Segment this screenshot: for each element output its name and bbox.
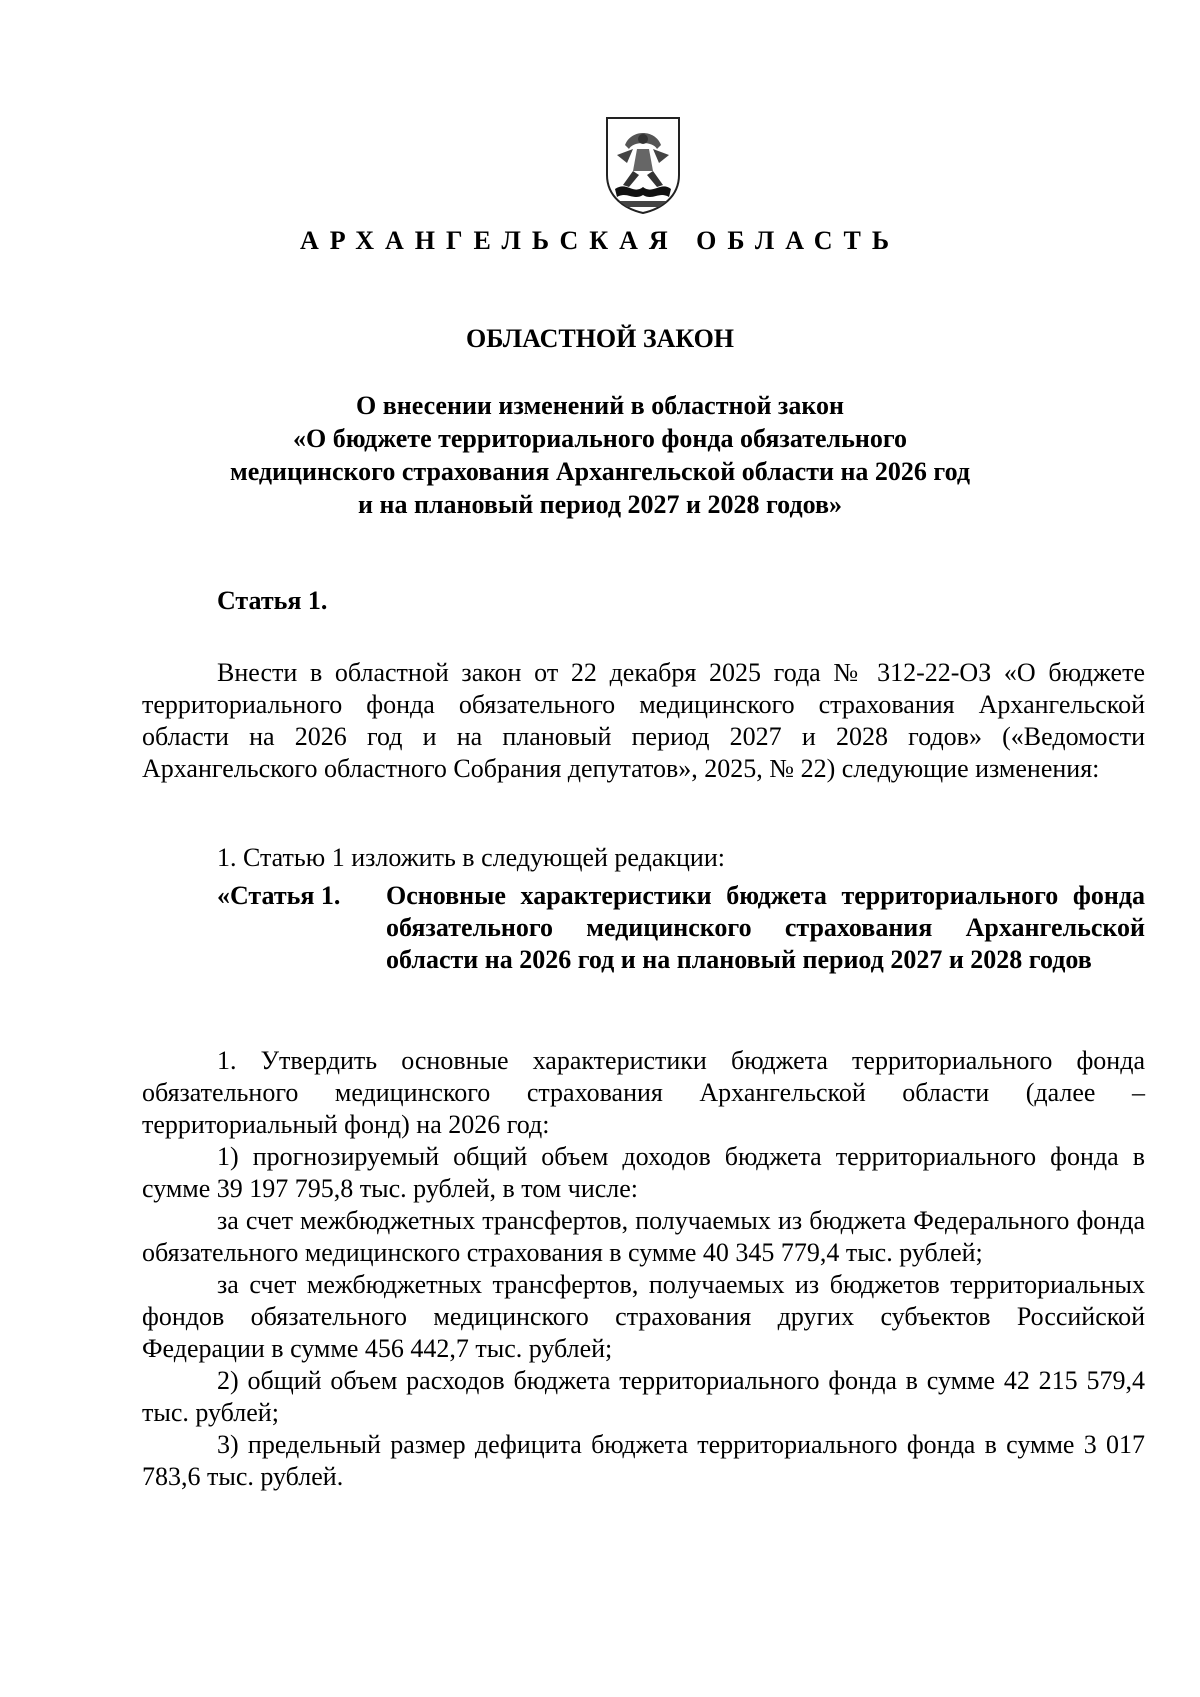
paragraph-deficit: 3) предельный размер дефицита бюджета территориального фонда в сумме 3 017 783,6 тыс. рублей. xyxy=(142,1430,1145,1491)
law-title-line: «О бюджете территориального фонда обязательного xyxy=(292,424,907,453)
intro-block xyxy=(142,657,1145,785)
law-title-line: О внесении изменений в областной закон xyxy=(355,391,845,420)
coat-of-arms-emblem xyxy=(603,115,683,215)
characteristics-block xyxy=(142,1045,1145,1493)
article-heading: Статья 1. xyxy=(217,586,328,615)
inner-article-label: «Статья 1. xyxy=(217,881,341,910)
paragraph-territorial-transfers: за счет межбюджетных трансфертов, получаемых из бюджетов территориальных фондов обязательного медицинского страхования других субъектов Российской Федерации в сумме 456 442,7 тыс. рублей; xyxy=(142,1270,1145,1363)
paragraph-expenses: 2) общий объем расходов бюджета территориального фонда в сумме 42 215 579,4 тыс. рублей; xyxy=(142,1366,1145,1427)
paragraph-characteristics: 1. Утвердить основные характеристики бюджета территориального фонда обязательного медицинского страхования Архангельской области (далее – территориальный фонд) на 2026 год: xyxy=(142,1046,1145,1139)
point-1-paragraph: 1. Статью 1 изложить в следующей редакции: xyxy=(217,843,725,872)
point-1-block xyxy=(142,842,1145,874)
paragraph-income: 1) прогнозируемый общий объем доходов бюджета территориального фонда в сумме 39 197 795,8 тыс. рублей, в том числе: xyxy=(142,1142,1145,1203)
intro-paragraph: Внести в областной закон от 22 декабря 2025 года № 312-22-ОЗ «О бюджете территориального фонда обязательного медицинского страхования Архангельской области на 2026 год и на плановый период 2027 и 2028 годов» («Ведомости Архангельского областного Собрания депутатов», 2025, № 22) следующие изменения: xyxy=(142,658,1145,783)
law-title xyxy=(0,389,1200,521)
inner-article-title: Основные характеристики бюджета территориального фонда обязательного медицинского страхования Архангельской области на 2026 год и на плановый период 2027 и 2028 годов xyxy=(386,881,1145,974)
law-title-line: и на плановый период 2027 и 2028 годов» xyxy=(358,490,842,519)
law-title-line: медицинского страхования Архангельской области на 2026 год xyxy=(230,457,970,486)
region-name: АРХАНГЕЛЬСКАЯ ОБЛАСТЬ xyxy=(299,226,901,255)
law-type: ОБЛАСТНОЙ ЗАКОН xyxy=(465,324,735,353)
paragraph-federal-transfers: за счет межбюджетных трансфертов, получаемых из бюджета Федерального фонда обязательного медицинского страхования в сумме 40 345 779,4 тыс. рублей; xyxy=(142,1206,1145,1267)
